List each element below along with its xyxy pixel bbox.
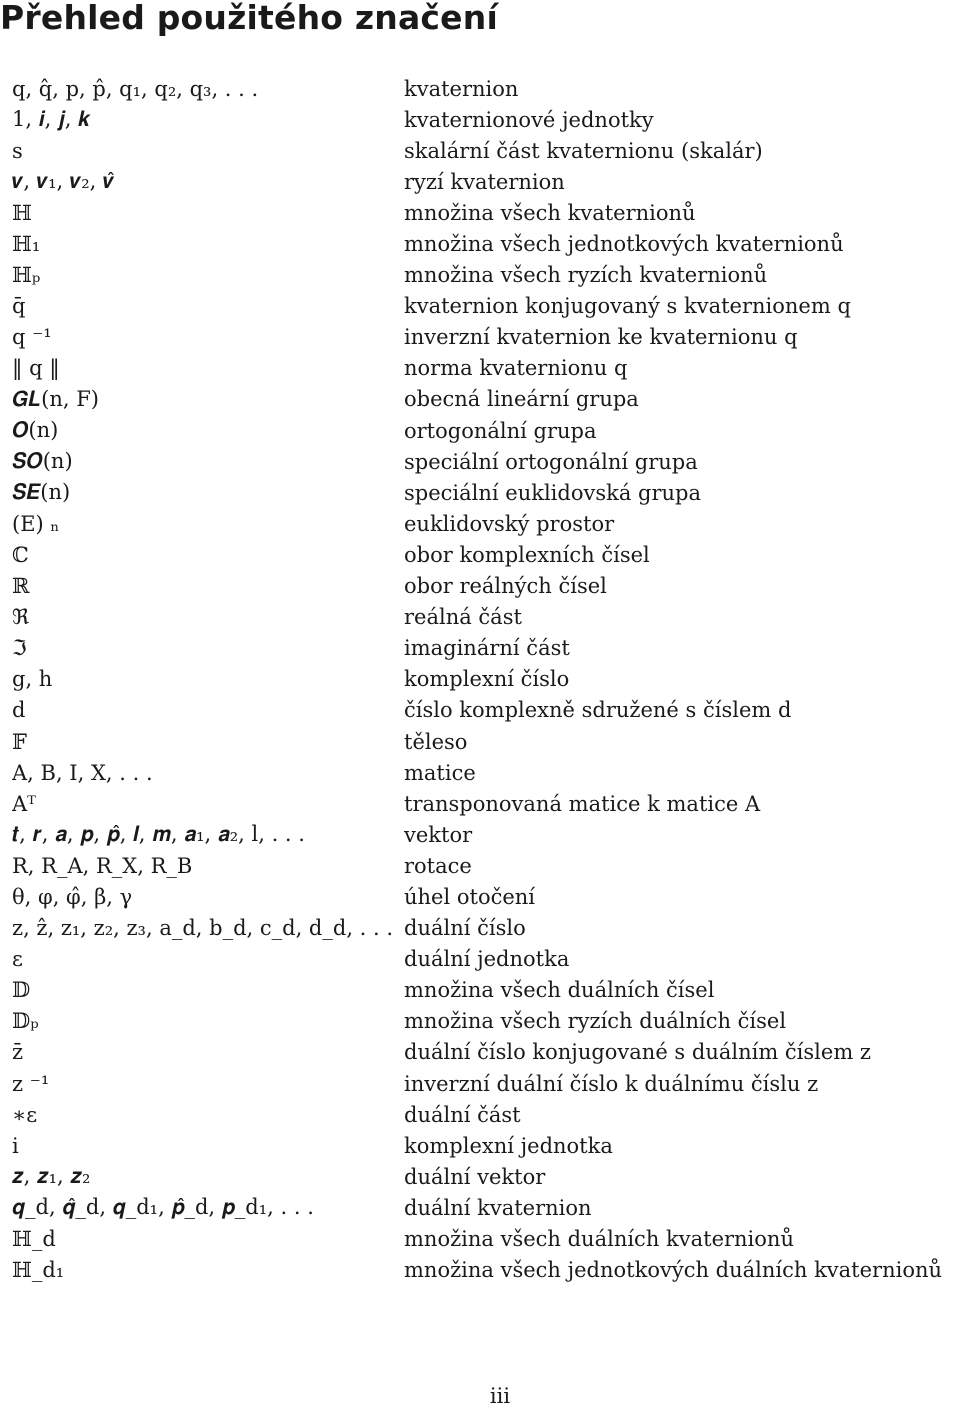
notation-symbol: 𝑺𝑬(n) — [12, 480, 71, 505]
notation-row — [12, 602, 960, 633]
notation-description: reálná část — [404, 605, 522, 630]
notation-symbol: 𝔽 — [12, 729, 27, 754]
notation-row — [12, 508, 960, 539]
notation-symbol: ε — [12, 947, 23, 972]
notation-row — [12, 1068, 960, 1099]
notation-description: duální jednotka — [404, 947, 570, 972]
notation-description: duální číslo — [404, 916, 526, 941]
notation-symbol: Aᵀ — [12, 791, 36, 816]
notation-description: speciální ortogonální grupa — [404, 449, 698, 474]
notation-symbol: 𝔻ₚ — [12, 1009, 39, 1034]
notation-symbol: 𝒕, 𝒓, 𝒂, 𝒑, 𝒑̂, 𝒍, 𝒎, 𝒂₁, 𝒂₂, l, . . . — [12, 822, 305, 847]
notation-row — [12, 415, 960, 446]
notation-description: komplexní jednotka — [404, 1133, 613, 1158]
notation-symbol: q, q̂, p, p̂, q₁, q₂, q₃, . . . — [12, 76, 259, 101]
notation-row — [12, 322, 960, 353]
notation-symbol: ℑ — [12, 636, 27, 661]
notation-row — [12, 975, 960, 1006]
notation-description: imaginární část — [404, 636, 570, 661]
notation-row — [12, 726, 960, 757]
notation-description: duální vektor — [404, 1164, 546, 1189]
notation-symbol: ℍ_d₁ — [12, 1258, 65, 1283]
notation-symbol: i — [12, 1133, 19, 1158]
notation-symbol: (E) ₙ — [12, 511, 60, 536]
notation-row — [12, 135, 960, 166]
notation-symbol: 𝑮𝑳(n, F) — [12, 386, 99, 411]
notation-description: ryzí kvaternion — [404, 169, 565, 194]
notation-symbol: z, ẑ, z₁, z₂, z₃, a_d, b_d, c_d, d_d, . . . — [12, 916, 394, 941]
notation-description: transponovaná matice k matice A — [404, 791, 761, 816]
notation-description: euklidovský prostor — [404, 511, 615, 536]
notation-description: komplexní číslo — [404, 667, 570, 692]
notation-row — [12, 291, 960, 322]
notation-description: úhel otočení — [404, 884, 536, 909]
notation-description: kvaternionové jednotky — [404, 107, 654, 132]
notation-symbol: s — [12, 138, 23, 163]
notation-row — [12, 166, 960, 197]
notation-symbol: 𝔻 — [12, 978, 31, 1003]
notation-row — [12, 1192, 960, 1223]
notation-description: obor reálných čísel — [404, 574, 607, 599]
page-number: iii — [489, 1384, 511, 1408]
notation-symbol: z ⁻¹ — [12, 1071, 50, 1096]
notation-symbol: ℍ — [12, 200, 32, 225]
notation-description: množina všech duálních kvaternionů — [404, 1227, 794, 1252]
notation-description: množina všech ryzích duálních čísel — [404, 1009, 787, 1034]
notation-row — [12, 664, 960, 695]
notation-row — [12, 1099, 960, 1130]
notation-row — [12, 913, 960, 944]
notation-list — [12, 73, 960, 1286]
page-title: Přehled použitého značení — [0, 0, 498, 37]
notation-symbol: ℜ — [12, 605, 30, 630]
notation-row — [12, 353, 960, 384]
notation-symbol: ℍₚ — [12, 263, 41, 288]
notation-row — [12, 850, 960, 881]
notation-description: speciální euklidovská grupa — [404, 480, 702, 505]
notation-symbol: q̄ — [12, 294, 26, 319]
notation-description: těleso — [404, 729, 468, 754]
notation-description: kvaternion konjugovaný s kvaternionem q — [404, 294, 851, 319]
notation-description: matice — [404, 760, 476, 785]
notation-description: duální číslo konjugované s duálním číslem z — [404, 1040, 871, 1065]
notation-row — [12, 695, 960, 726]
notation-row — [12, 1161, 960, 1192]
notation-symbol: ‖ q ‖ — [12, 356, 60, 381]
notation-description: norma kvaternionu q — [404, 356, 628, 381]
notation-symbol: 𝒛, 𝒛₁, 𝒛₂ — [12, 1164, 91, 1189]
notation-description: číslo komplexně sdružené s číslem d — [404, 698, 792, 723]
notation-row — [12, 944, 960, 975]
notation-description: skalární část kvaternionu (skalár) — [404, 138, 763, 163]
notation-row — [12, 788, 960, 819]
notation-symbol: 1, 𝒊, 𝒋, 𝒌 — [12, 107, 91, 132]
notation-symbol: ℂ — [12, 542, 29, 567]
notation-symbol: A, B, I, X, . . . — [12, 760, 153, 785]
notation-description: inverzní kvaternion ke kvaternionu q — [404, 325, 798, 350]
notation-row — [12, 1223, 960, 1254]
notation-symbol: 𝑺𝑶(n) — [12, 449, 73, 474]
notation-row — [12, 633, 960, 664]
notation-description: množina všech ryzích kvaternionů — [404, 263, 768, 288]
notation-symbol: ℍ_d — [12, 1227, 56, 1252]
notation-symbol: 𝑶(n) — [12, 418, 59, 443]
notation-symbol: R, R_A, R_X, R_B — [12, 853, 193, 878]
notation-symbol: θ, φ, φ̂, β, γ — [12, 884, 133, 909]
notation-row — [12, 1255, 960, 1286]
notation-description: obor komplexních čísel — [404, 542, 650, 567]
notation-row — [12, 1037, 960, 1068]
notation-description: inverzní duální číslo k duálnímu číslu z — [404, 1071, 819, 1096]
notation-row — [12, 197, 960, 228]
notation-row — [12, 1006, 960, 1037]
notation-description: ortogonální grupa — [404, 418, 597, 443]
notation-symbol: ℍ₁ — [12, 232, 41, 257]
notation-description: vektor — [404, 822, 473, 847]
notation-description: duální kvaternion — [404, 1195, 592, 1220]
notation-row — [12, 539, 960, 570]
notation-row — [12, 1130, 960, 1161]
notation-row — [12, 384, 960, 415]
notation-row — [12, 819, 960, 850]
notation-symbol: d̄ — [12, 698, 26, 723]
notation-description: rotace — [404, 853, 472, 878]
notation-symbol: ∗ε — [12, 1102, 38, 1127]
notation-symbol: z̄ — [12, 1040, 24, 1065]
notation-description: obecná lineární grupa — [404, 387, 639, 412]
notation-description: duální část — [404, 1102, 521, 1127]
notation-row — [12, 228, 960, 259]
notation-description: kvaternion — [404, 76, 519, 101]
notation-symbol: 𝒒_d, 𝒒̂_d, 𝒒_d₁, 𝒑̂_d, 𝒑_d₁, . . . — [12, 1195, 314, 1220]
notation-row — [12, 881, 960, 912]
notation-row — [12, 477, 960, 508]
notation-row — [12, 104, 960, 135]
notation-row — [12, 73, 960, 104]
notation-symbol: ℝ — [12, 574, 30, 599]
notation-symbol: g, h — [12, 667, 53, 692]
notation-description: množina všech kvaternionů — [404, 200, 696, 225]
notation-symbol: 𝒗, 𝒗₁, 𝒗₂, 𝒗̂ — [12, 169, 115, 194]
notation-description: množina všech duálních čísel — [404, 978, 715, 1003]
notation-row — [12, 571, 960, 602]
notation-description: množina všech jednotkových duálních kvaternionů — [404, 1258, 943, 1283]
notation-row — [12, 260, 960, 291]
notation-symbol: q ⁻¹ — [12, 325, 52, 350]
notation-row — [12, 757, 960, 788]
notation-row — [12, 446, 960, 477]
notation-description: množina všech jednotkových kvaternionů — [404, 232, 844, 257]
